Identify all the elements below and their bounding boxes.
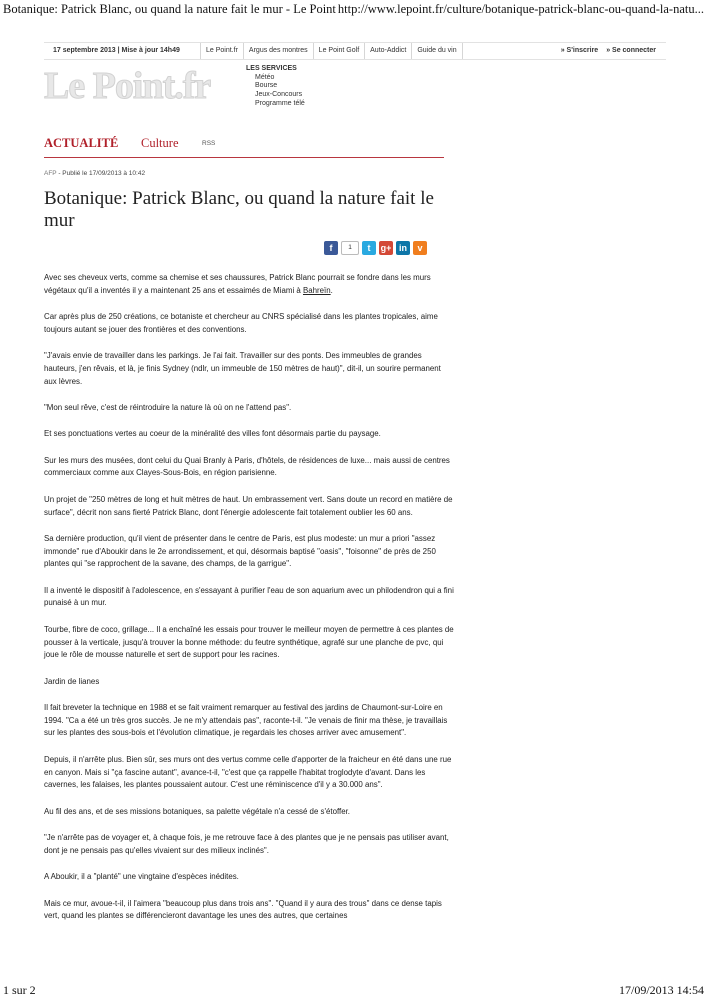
service-bourse[interactable]: Bourse [255, 82, 278, 90]
byline-published: - Publié le 17/09/2013 à 10:42 [56, 170, 146, 177]
google-plus-icon[interactable]: g+ [380, 242, 392, 253]
article-subheading: Jardin de lianes [44, 676, 100, 686]
print-header-title: Botanique: Patrick Blanc, ou quand la nature fait le mur - Le Point [3, 2, 336, 16]
article-paragraph: Sa dernière production, qu'il vient de présenter dans le centre de Paris, est plus modeste: un mur a priori "assez immonde" rue d'Aboukir dans le 2e arrondissement, et qui, désormais baptisé "oasis", "foisonne" de près de 250 plantes qui "se rapprochent de la savane, des champs, de la garrigue". [44, 533, 436, 569]
service-jeux-concours[interactable]: Jeux-Concours [255, 91, 303, 99]
site-logo[interactable]: Le Point.fr [44, 65, 211, 107]
article-paragraph: A Aboukir, il a "planté" une vingtaine d'espèces inédites. [44, 872, 239, 882]
link-bahrein[interactable]: Bahreïn [302, 285, 331, 295]
article-paragraph: Il a inventé le dispositif à l'adolescence, en s'essayant à purifier l'eau de son aquarium avec un philodendron qui a fini punaisé à un mur. [44, 585, 454, 608]
partner-links [200, 43, 463, 59]
services-menu [246, 65, 305, 109]
article-paragraph: "Mon seul rêve, c'est de réintroduire la nature là où on ne l'attend pas". [44, 402, 292, 412]
article-paragraph: Mais ce mur, avoue-t-il, il l'aimera "beaucoup plus dans trois ans". "Quand il y aura des trous" dans ce dense tapis vert, quand les plantes se différencieront davantage les unes des autres, que certaines [44, 898, 442, 921]
article-paragraph: Il fait breveter la technique en 1988 et se fait vraiment remarquer au festival des jardins de Chaumont-sur-Loire en 1994. "Ca a été un très gros succès. Je ne m'y attendais pas", raconte-t-il. "Je venais de finir ma thèse, je travaillais sur les plantes des sous-bois et l'évolution climatique, je regardais les choses arriver avec amusement". [44, 703, 448, 738]
byline [44, 170, 145, 177]
twitter-icon[interactable]: t [362, 241, 376, 255]
update-date: 17 septembre 2013 | Mise à jour 14h49 [53, 47, 180, 54]
print-header [3, 2, 704, 18]
article-paragraph: Au fil des ans, et de ses missions botaniques, sa palette végétale n'a cessé de s'étoffer. [44, 806, 350, 816]
article-paragraph: "J'avais envie de travailler dans les parkings. Je l'ai fait. Travailler sur des ponts. Des immeubles de grandes hauteurs, j'en rêvais, et là, je finis Sydney (ndlr, un immeuble de 150 mètres de haut)", dit-il, un sourire permanent aux lèvres. [44, 351, 441, 386]
link-guide-vin[interactable]: Guide du vin [411, 43, 462, 59]
article-paragraph: "Je n'arrête pas de voyager et, à chaque fois, je me retrouve face à des plantes que je ne pensais pas utiliser avant, dont je ne pensais pas qu'elles vivaient sur des milieux inclinés". [44, 833, 449, 855]
section-link-actualite[interactable]: ACTUALITÉ [44, 136, 119, 150]
paragraph-text: Avec ses cheveux verts, comme sa chemise et ses chaussures, Patrick Blanc pourrait se fondre dans les murs végétaux qu'il a inventés il y a maintenant 25 ans et essaimés de Miami à [44, 273, 431, 295]
share-bar [324, 240, 427, 255]
category-link-culture[interactable]: Culture [141, 136, 179, 150]
print-datetime: 17/09/2013 14:54 [618, 983, 704, 997]
signup-link[interactable]: » S'inscrire [560, 47, 599, 54]
link-lepoint[interactable]: Le Point.fr [200, 43, 243, 59]
share-count: 1 [341, 241, 359, 255]
article-paragraph: Tourbe, fibre de coco, grillage... Il a enchaîné les essais pour trouver le meilleur moyen de permettre à ces plantes de pousser à la verticale, jusqu'à trouver la bonne méthode: du feutre synthétique, agrafé sur une planche de pvc, qui joue le rôle de mousse naturelle et sert de support pour les racines. [44, 624, 454, 660]
article-paragraph: Depuis, il n'arrête plus. Bien sûr, ses murs ont des vertus comme celle d'apporter de la fraicheur en été dans une rue en canyon. Mais si "ça fascine autant", avance-t-il, "c'est que ça rappelle l'habitat troglodyte d'avant. Dans les cavernes, les falaises, les plantes poussaient autour. C'est une réminiscence d'il y a 30.000 ans". [44, 754, 452, 790]
article-paragraph: Et ses ponctuations vertes au coeur de la minéralité des villes font désormais partie du paysage. [44, 429, 381, 439]
account-links [561, 43, 656, 59]
article-body [44, 272, 454, 937]
print-page-number: 1 sur 2 [3, 983, 36, 997]
article-paragraph: Sur les murs des musées, dont celui du Quai Branly à Paris, d'hôtels, de résidences de luxe... mais aussi de centres commerciaux comme aux Clayes-Sous-Bois, en région parisienne. [44, 455, 450, 478]
service-meteo[interactable]: Météo [255, 73, 275, 81]
rss-link[interactable]: RSS [202, 140, 216, 147]
top-bar [44, 42, 666, 60]
article-paragraph [44, 272, 454, 297]
viadeo-icon[interactable]: v [413, 241, 427, 255]
login-link[interactable]: » Se connecter [606, 47, 656, 54]
article-paragraph: Un projet de "250 mètres de long et huit mètres de haut. Un embrassement vert. Sans doute un record en matière de surface", décrit non sans fierté Patrick Blanc, dont l'énergie adolescente fait totalement oublier les 60 ans. [44, 494, 453, 517]
link-argus-montres[interactable]: Argus des montres [243, 43, 313, 59]
link-auto-addict[interactable]: Auto-Addict [364, 43, 411, 59]
linkedin-icon[interactable]: in [396, 241, 410, 255]
facebook-icon[interactable]: f [324, 241, 338, 255]
services-heading: LES SERVICES [246, 65, 297, 72]
service-programme-tele[interactable]: Programme télé [255, 99, 305, 107]
link-lepoint-golf[interactable]: Le Point Golf [313, 43, 364, 59]
print-footer [3, 984, 704, 998]
paragraph-text: . [330, 285, 333, 295]
section-divider [44, 157, 444, 158]
article-headline: Botanique: Patrick Blanc, ou quand la nature fait le mur [44, 188, 434, 231]
print-header-url: http://www.lepoint.fr/culture/botanique-patrick-blanc-ou-quand-la-natu... [337, 2, 704, 16]
article-paragraph: Car après plus de 250 créations, ce botaniste et chercheur au CNRS spécialisé dans les plantes tropicales, aime toujours autant se jouer des frontières et des conventions. [44, 312, 438, 334]
byline-source: AFP [44, 170, 57, 177]
